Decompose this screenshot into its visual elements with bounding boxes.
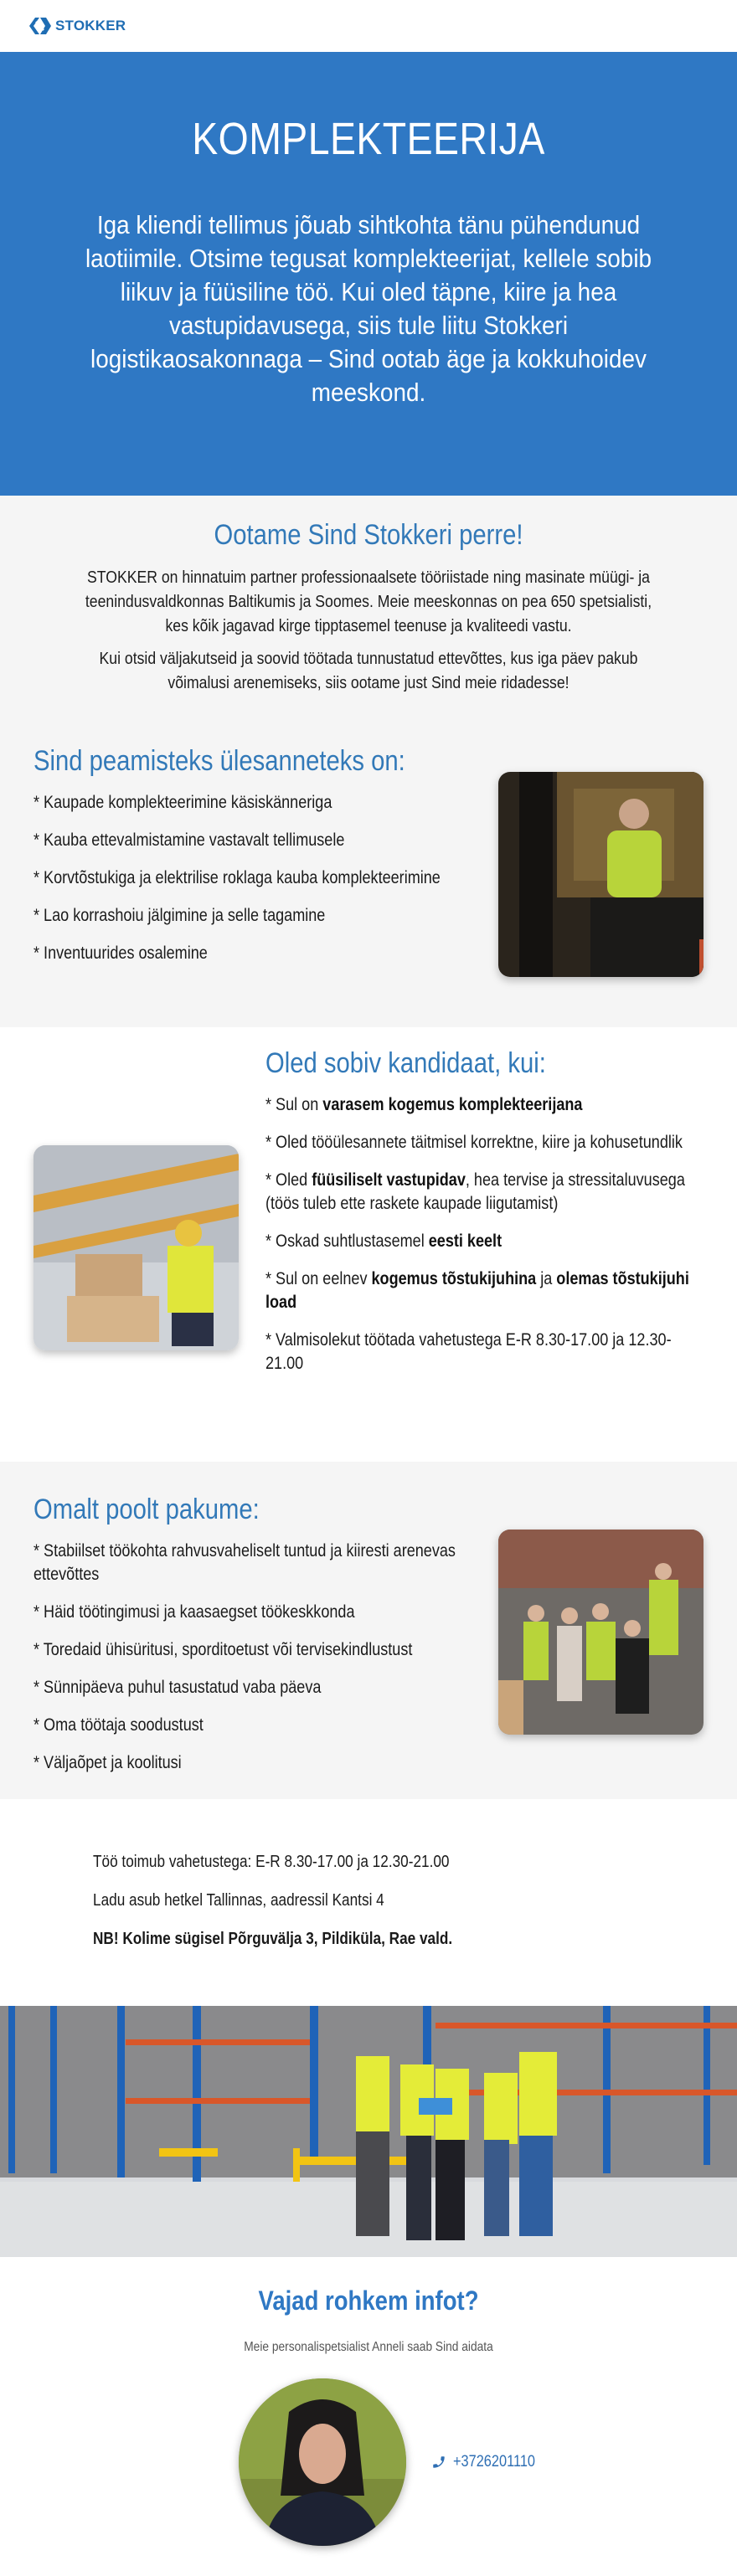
- candidate-list: [265, 1093, 701, 1375]
- intro-heading: Ootame Sind Stokkeri perre!: [214, 519, 523, 551]
- list-item: * Häid töötingimusi ja kaasaegset töökeskkonda: [34, 1602, 355, 1622]
- team-image: [498, 1530, 704, 1735]
- warehouse-worker-image: [34, 1145, 239, 1350]
- list-item: * Kaupade komplekteerimine käsiskänneriga: [34, 793, 332, 812]
- candidate-section: [0, 1027, 737, 1462]
- intro-paragraph: STOKKER on hinnatuim partner professionaalsete tööriistade ning masinate müügi- ja teenindusvaldkonnas Baltikumis ja Soomes. Meie meeskonnas on pea 650 spetsialisti, kes kõik jagavad kirge tipptasemel teenuse ja kvaliteedi vastu.: [85, 568, 652, 635]
- candidate-heading: Oled sobiv kandidaat, kui:: [265, 1047, 546, 1079]
- list-item: * Oskad suhtlustasemel eesti keelt: [265, 1231, 502, 1251]
- list-item: * Korvtõstukiga ja elektrilise roklaga kauba komplekteerimine: [34, 868, 441, 887]
- logo-text: STOKKER: [55, 18, 126, 33]
- list-item: * Sünnipäeva puhul tasustatud vaba päeva: [34, 1678, 322, 1697]
- work-info: [0, 1799, 737, 2006]
- list-item: * Oled füüsiliselt vastupidav, hea tervise ja stressitaluvusega (töös tuleb ette raskete kaupade liigutamist): [265, 1170, 685, 1213]
- site-header: [0, 0, 737, 52]
- offers-list: [34, 1540, 477, 1775]
- logo[interactable]: [28, 17, 126, 35]
- tasks-heading: Sind peamisteks ülesanneteks on:: [34, 745, 405, 777]
- offers-heading: Omalt poolt pakume:: [34, 1494, 260, 1525]
- relocation-notice: NB! Kolime sügisel Põrguvälja 3, Pildiküla, Rae vald.: [93, 1930, 453, 1948]
- tasks-list: [34, 791, 469, 965]
- shift-info: Töö toimub vahetustega: E-R 8.30-17.00 ja 12.30-21.00: [93, 1853, 450, 1871]
- offers-section: [0, 1462, 737, 1799]
- list-item: * Valmisolekut töötada vahetustega E-R 8.30-17.00 ja 12.30-21.00: [265, 1330, 672, 1373]
- stokker-logo-icon: [28, 17, 53, 35]
- list-item: * Inventuurides osalemine: [34, 944, 208, 963]
- forklift-image: [498, 772, 704, 977]
- location-info: Ladu asub hetkel Tallinnas, aadressil Kantsi 4: [93, 1891, 384, 1910]
- contact-section: [0, 2257, 737, 2570]
- list-item: * Kauba ettevalmistamine vastavalt tellimusele: [34, 830, 345, 850]
- phone-link[interactable]: [431, 2453, 549, 2471]
- list-item: * Toredaid ühisüritusi, sporditoetust või tervisekindlustust: [34, 1640, 413, 1659]
- phone-icon: [431, 2455, 446, 2470]
- intro-paragraph: Kui otsid väljakutseid ja soovid töötada tunnustatud ettevõttes, kus iga päev pakub võimalusi arenemiseks, siis ootame just Sind meie ridadesse!: [99, 649, 638, 692]
- intro-tasks-section: [0, 496, 737, 1027]
- list-item: * Väljaõpet ja koolitusi: [34, 1753, 182, 1772]
- list-item: * Oma töötaja soodustust: [34, 1715, 204, 1735]
- list-item: * Lao korrashoiu jälgimine ja selle tagamine: [34, 906, 326, 925]
- list-item: * Sul on eelnev kogemus tõstukijuhina ja olemas tõstukijuhi load: [265, 1269, 689, 1312]
- contact-subtitle: Meie personalispetsialist Anneli saab Sind aidata: [244, 2340, 493, 2354]
- warehouse-banner-image: [0, 2006, 737, 2257]
- avatar: [239, 2378, 406, 2546]
- phone-number: +3726201110: [453, 2453, 536, 2471]
- list-item: * Stabiilset töökohta rahvusvaheliselt tuntud ja kiiresti arenevas ettevõttes: [34, 1541, 456, 1584]
- job-title: KOMPLEKTEERIJA: [192, 114, 545, 164]
- tasks-block: [0, 712, 737, 1027]
- list-item: * Oled tööülesannete täitmisel korrektne, kiire ja kohusetundlik: [265, 1133, 683, 1152]
- hero-description: Iga kliendi tellimus jõuab sihtkohta tänu pühendunud laotiimile. Otsime tegusat komplekteerijat, kellele sobib liikuv ja füüsiline töö. Kui oled täpne, kiire ja hea vastupidavusega, siis tule liitu Stokkeri logistikaosakonnaga – Sind ootab äge ja kokkuhoidev meeskond.: [85, 209, 652, 407]
- intro-block: [0, 496, 737, 712]
- hero-banner: [0, 52, 737, 496]
- contact-heading: Vajad rohkem infot?: [258, 2285, 479, 2316]
- list-item: * Sul on varasem kogemus komplekteerijana: [265, 1095, 583, 1114]
